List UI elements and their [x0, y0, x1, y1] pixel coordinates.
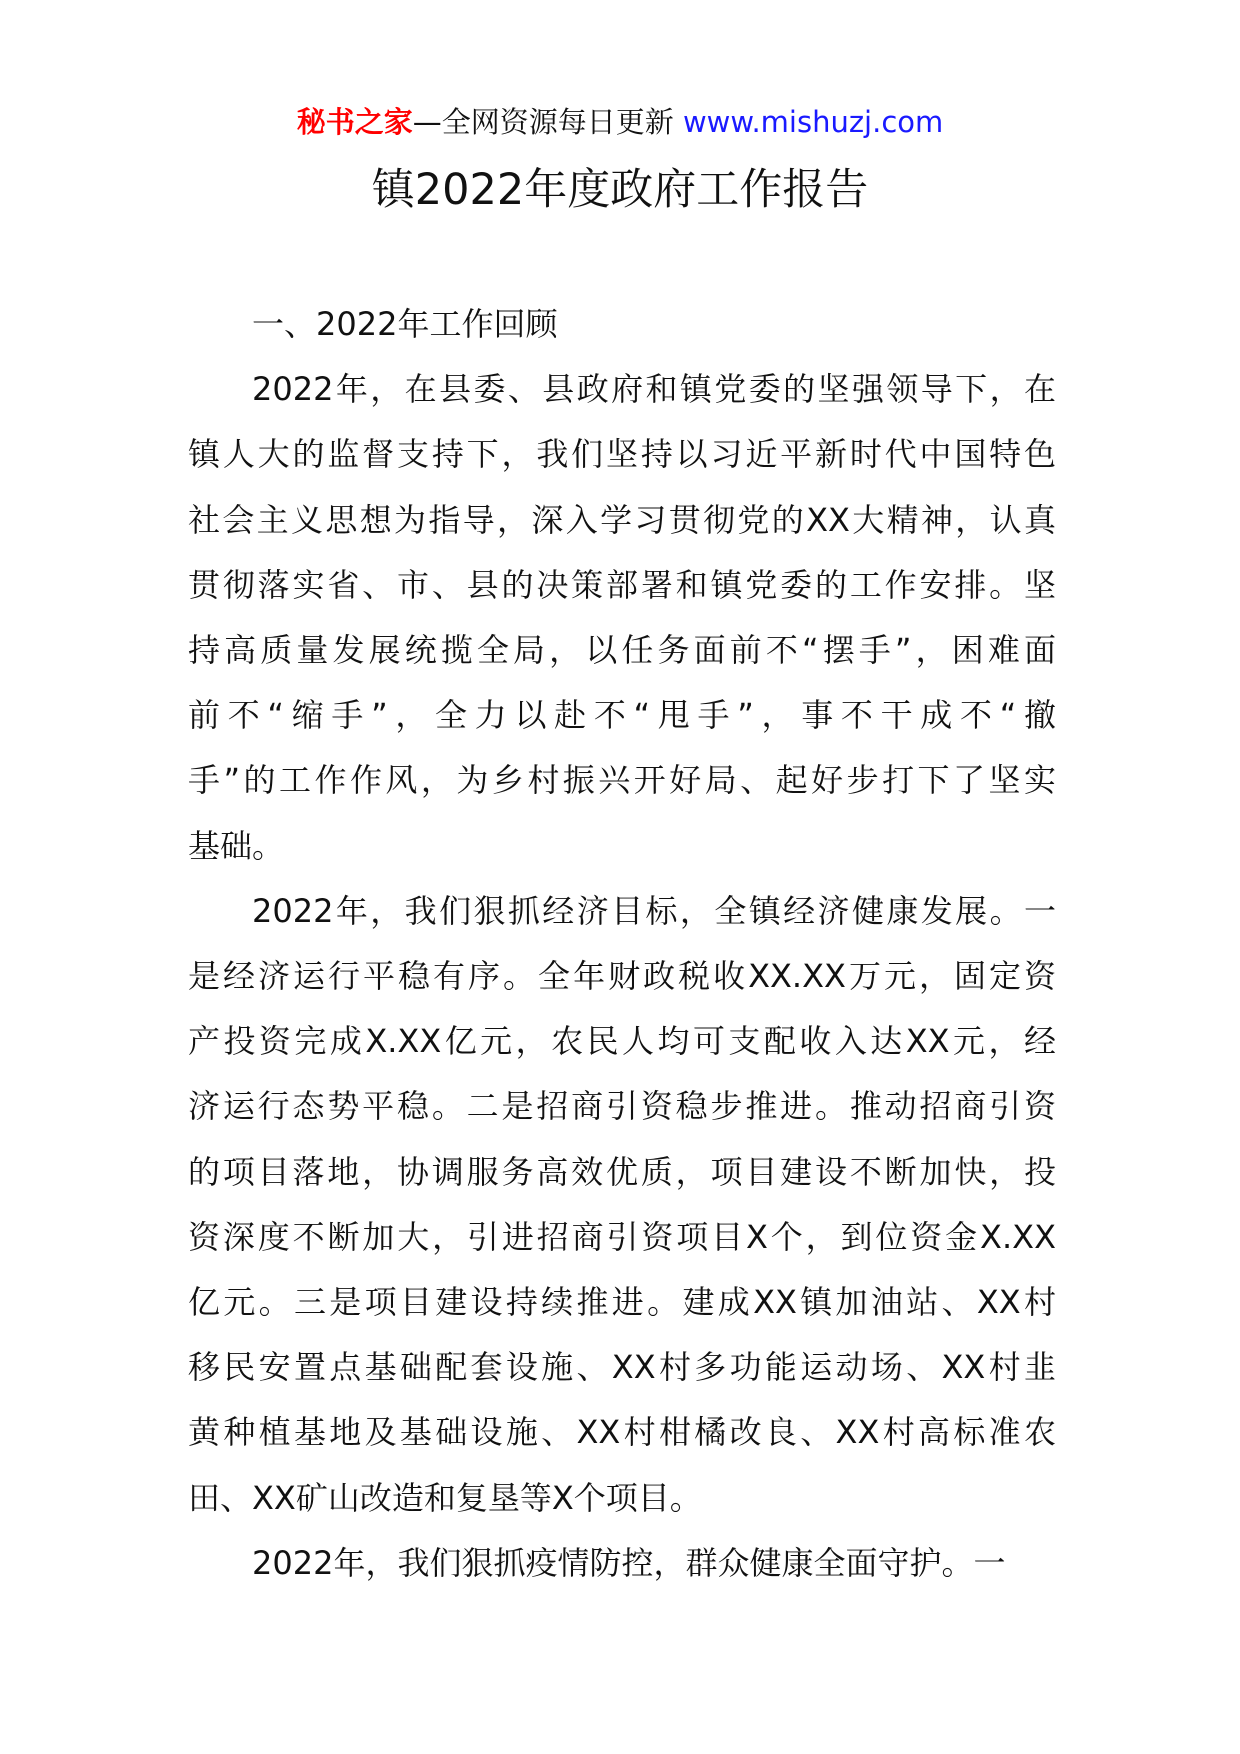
- site-header: [0, 100, 1240, 144]
- paragraph-line: 是经济运行平稳有序。全年财政税收XX.XX万元，固定资: [188, 957, 1056, 996]
- paragraph-line: 济运行态势平稳。二是招商引资稳步推进。推动招商引资: [188, 1087, 1056, 1126]
- paragraph-line: 贯彻落实省、市、县的决策部署和镇党委的工作安排。坚: [188, 565, 1056, 604]
- site-url-link[interactable]: www.mishuzj.com: [682, 105, 944, 139]
- paragraph-line: 社会主义思想为指导，深入学习贯彻党的XX大精神，认真: [188, 500, 1056, 539]
- paragraph: [188, 357, 1056, 879]
- paragraph-line: 2022年，在县委、县政府和镇党委的坚强领导下，在: [252, 370, 1056, 409]
- paragraph-line: 2022年，我们狠抓疫情防控，群众健康全面守护。一: [252, 1543, 1006, 1582]
- paragraph-line: 基础。: [188, 826, 285, 865]
- paragraph: [188, 879, 1056, 1531]
- document-title: 镇2022年度政府工作报告: [371, 165, 869, 215]
- paragraph-line: 黄种植基地及基础设施、XX村柑橘改良、XX村高标准农: [188, 1413, 1056, 1452]
- document-body: [188, 292, 1056, 1596]
- brand-name: 秘书之家: [296, 105, 413, 139]
- header-slogan: —全网资源每日更新: [412, 105, 683, 139]
- paragraph-line: 2022年，我们狠抓经济目标，全镇经济健康发展。一: [252, 891, 1056, 930]
- paragraph-list: [188, 357, 1056, 1596]
- paragraph-line: 手”的工作作风，为乡村振兴开好局、起好步打下了坚实: [188, 761, 1056, 800]
- paragraph-line: 移民安置点基础配套设施、XX村多功能运动场、XX村韭: [188, 1348, 1056, 1387]
- paragraph-line: 田、XX矿山改造和复垦等X个项目。: [188, 1478, 702, 1517]
- paragraph-line: 产投资完成X.XX亿元，农民人均可支配收入达XX元，经: [188, 1022, 1056, 1061]
- paragraph-line: 镇人大的监督支持下，我们坚持以习近平新时代中国特色: [188, 435, 1056, 474]
- paragraph: [188, 1531, 1056, 1596]
- paragraph-line: 资深度不断加大，引进招商引资项目X个，到位资金X.XX: [188, 1217, 1056, 1256]
- paragraph-line: 的项目落地，协调服务高效优质，项目建设不断加快，投: [188, 1152, 1056, 1191]
- section-heading: [188, 292, 1056, 357]
- paragraph-line: 亿元。三是项目建设持续推进。建成XX镇加油站、XX村: [188, 1283, 1056, 1322]
- paragraph-line: 前不“缩手”，全力以赴不“甩手”，事不干成不“撤: [188, 696, 1056, 735]
- paragraph-line: 持高质量发展统揽全局，以任务面前不“摆手”，困难面: [188, 631, 1056, 670]
- section-heading-text: 一、2022年工作回顾: [252, 305, 558, 343]
